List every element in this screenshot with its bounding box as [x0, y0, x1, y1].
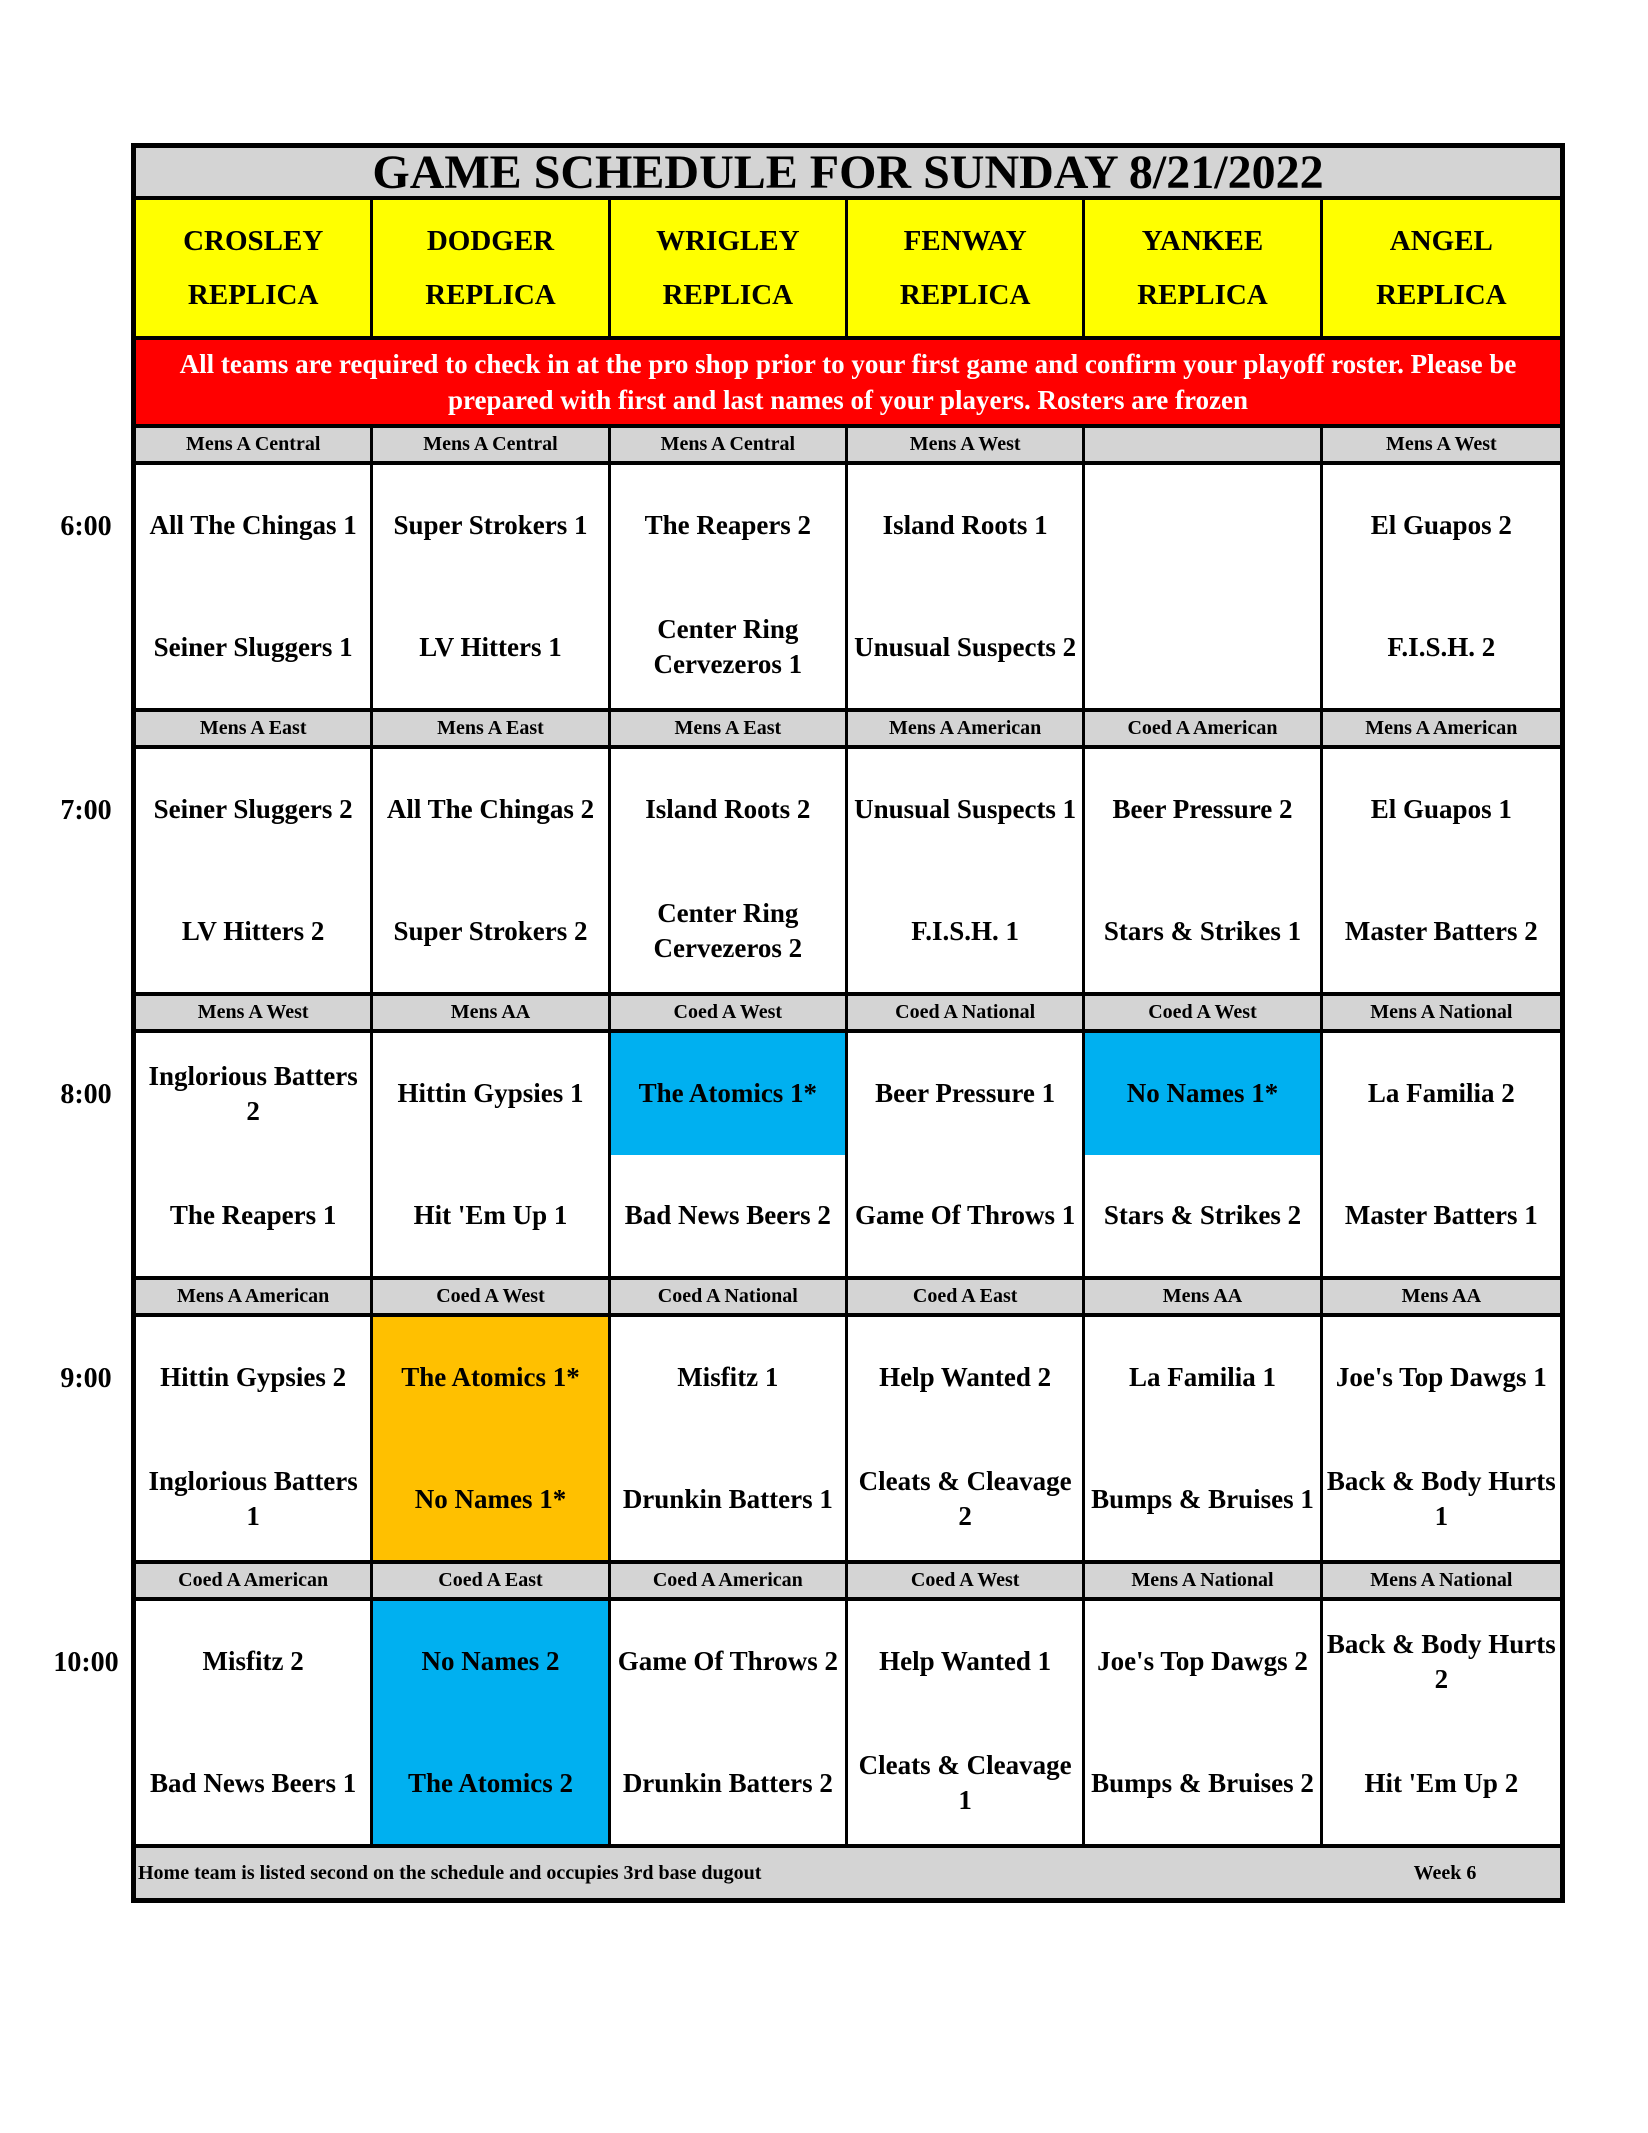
- home-team: Super Strokers 2: [393, 915, 588, 946]
- field-header: [1323, 200, 1560, 340]
- game-cell: [1085, 1601, 1322, 1848]
- home-team: Stars & Strikes 1: [1103, 915, 1302, 946]
- division-label: Mens A American: [1323, 712, 1560, 749]
- away-team: Joe's Top Dawgs 2: [1097, 1646, 1308, 1677]
- field-type: REPLICA: [1137, 279, 1268, 311]
- field-header: [1085, 200, 1322, 340]
- away-team: El Guapos 1: [1370, 794, 1512, 825]
- game-cell: [848, 1317, 1085, 1564]
- home-team: Bad News Beers 1: [150, 1767, 357, 1798]
- game-cell: [136, 1601, 373, 1848]
- away-team: Island Roots 2: [645, 794, 811, 825]
- division-label: Coed A East: [848, 1280, 1085, 1317]
- away-team: Hittin Gypsies 2: [160, 1362, 347, 1393]
- away-team: The Atomics 1*: [373, 1317, 607, 1439]
- game-cell: [611, 1033, 848, 1280]
- home-team: Master Batters 1: [1344, 1199, 1538, 1230]
- field-type: REPLICA: [662, 279, 794, 311]
- division-label: Coed A National: [611, 1280, 848, 1317]
- away-team: The Reapers 2: [644, 510, 812, 541]
- field-type: REPLICA: [187, 279, 319, 311]
- division-label: Mens AA: [1323, 1280, 1560, 1317]
- division-label: Coed A American: [611, 1564, 848, 1601]
- schedule-title: GAME SCHEDULE FOR SUNDAY 8/21/2022: [136, 148, 1560, 200]
- field-type: REPLICA: [425, 279, 556, 311]
- game-cell: [848, 749, 1085, 996]
- schedule-footer: [136, 1848, 1560, 1898]
- away-team: No Names 2: [373, 1601, 607, 1723]
- division-label: Mens A National: [1323, 996, 1560, 1033]
- division-label: Mens A East: [611, 712, 848, 749]
- away-team: Help Wanted 1: [879, 1646, 1052, 1677]
- away-team: All The Chingas 1: [149, 510, 357, 541]
- away-team: Help Wanted 2: [879, 1362, 1052, 1393]
- game-cell: [848, 465, 1085, 712]
- division-label: Mens A East: [373, 712, 610, 749]
- division-label: Coed A American: [1085, 712, 1322, 749]
- game-cell: [848, 1033, 1085, 1280]
- away-team: Unusual Suspects 1: [854, 794, 1077, 825]
- home-team: No Names 1*: [373, 1439, 607, 1561]
- division-label: Mens A West: [848, 428, 1085, 465]
- game-cell: [1085, 1033, 1322, 1280]
- field-name: YANKEE: [1141, 225, 1264, 257]
- division-label: [1085, 428, 1322, 465]
- away-team: Back & Body Hurts 2: [1326, 1628, 1556, 1694]
- away-team: Game Of Throws 2: [617, 1646, 838, 1677]
- game-cell: [1323, 1601, 1560, 1848]
- time-label: 9:00: [60, 1363, 112, 1394]
- game-cell: [1323, 749, 1560, 996]
- game-cell: [136, 1033, 373, 1280]
- home-team: Stars & Strikes 2: [1103, 1199, 1302, 1230]
- away-team: El Guapos 2: [1370, 510, 1512, 541]
- game-cell: [136, 1317, 373, 1564]
- schedule-table: [131, 143, 1565, 1903]
- division-label: Mens AA: [1085, 1280, 1322, 1317]
- field-name: DODGER: [426, 225, 555, 257]
- home-team: Drunkin Batters 1: [622, 1483, 833, 1514]
- division-label: Coed A West: [1085, 996, 1322, 1033]
- game-cell: [848, 1601, 1085, 1848]
- away-team: All The Chingas 2: [386, 794, 595, 825]
- game-cell: [373, 1317, 610, 1564]
- game-cell: [1085, 749, 1322, 996]
- game-cell: [611, 749, 848, 996]
- away-team: Misfitz 1: [677, 1362, 779, 1393]
- field-name: WRIGLEY: [656, 225, 800, 257]
- field-type: REPLICA: [1376, 279, 1507, 311]
- home-team: Cleats & Cleavage 1: [858, 1750, 1072, 1816]
- field-header: [848, 200, 1085, 340]
- home-team: F.I.S.H. 2: [1387, 631, 1496, 662]
- game-cell: [1323, 1317, 1560, 1564]
- home-team: Hit 'Em Up 2: [1364, 1767, 1519, 1798]
- division-label: Mens A East: [136, 712, 373, 749]
- division-label: Coed A West: [611, 996, 848, 1033]
- away-team: La Familia 1: [1128, 1362, 1276, 1393]
- home-team: Center Ring Cervezeros 2: [653, 898, 803, 964]
- home-team: Cleats & Cleavage 2: [858, 1466, 1072, 1532]
- week-label: Week 6: [1413, 1861, 1477, 1884]
- division-label: Mens A National: [1085, 1564, 1322, 1601]
- away-team: Beer Pressure 2: [1112, 794, 1293, 825]
- home-team: [1085, 587, 1319, 709]
- field-name: FENWAY: [903, 225, 1027, 257]
- home-team: The Atomics 2: [373, 1723, 607, 1845]
- away-team: Misfitz 2: [202, 1646, 304, 1677]
- time-label: 8:00: [60, 1079, 112, 1110]
- home-team: Master Batters 2: [1344, 915, 1538, 946]
- division-label: Coed A West: [848, 1564, 1085, 1601]
- away-team: La Familia 2: [1367, 1078, 1515, 1109]
- away-team: Beer Pressure 1: [875, 1078, 1056, 1109]
- away-team: Super Strokers 1: [393, 510, 588, 541]
- home-team: F.I.S.H. 1: [911, 915, 1020, 946]
- home-team: Drunkin Batters 2: [622, 1767, 833, 1798]
- away-team: Island Roots 1: [882, 510, 1048, 541]
- division-label: Mens A American: [136, 1280, 373, 1317]
- time-label: 7:00: [60, 795, 112, 826]
- field-name: ANGEL: [1389, 225, 1493, 257]
- game-cell: [373, 1033, 610, 1280]
- division-label: Mens A West: [136, 996, 373, 1033]
- home-team: Seiner Sluggers 1: [153, 631, 353, 662]
- game-cell: [373, 1601, 610, 1848]
- division-label: Coed A American: [136, 1564, 373, 1601]
- game-cell: [611, 1317, 848, 1564]
- home-team: Game Of Throws 1: [855, 1199, 1076, 1230]
- home-team: Bumps & Bruises 1: [1091, 1483, 1314, 1514]
- game-cell: [373, 465, 610, 712]
- home-team: Inglorious Batters 1: [148, 1466, 358, 1532]
- division-label: Mens A West: [1323, 428, 1560, 465]
- division-label: Mens A National: [1323, 1564, 1560, 1601]
- division-label: Mens A Central: [136, 428, 373, 465]
- away-team: Inglorious Batters 2: [148, 1060, 358, 1126]
- home-team: LV Hitters 2: [181, 915, 325, 946]
- away-team: No Names 1*: [1085, 1033, 1319, 1155]
- game-cell: [611, 465, 848, 712]
- home-team: Bumps & Bruises 2: [1091, 1767, 1314, 1798]
- division-label: Mens A Central: [611, 428, 848, 465]
- away-team: Seiner Sluggers 2: [153, 794, 353, 825]
- division-label: Mens A Central: [373, 428, 610, 465]
- game-cell: [136, 465, 373, 712]
- away-team: The Atomics 1*: [611, 1033, 845, 1155]
- time-label: 6:00: [60, 511, 112, 542]
- game-cell: [1323, 1033, 1560, 1280]
- game-cell: [1085, 1317, 1322, 1564]
- division-label: Coed A West: [373, 1280, 610, 1317]
- time-label: 10:00: [53, 1647, 119, 1678]
- home-team: LV Hitters 1: [419, 631, 562, 662]
- field-header: [611, 200, 848, 340]
- home-team: Bad News Beers 2: [624, 1199, 831, 1230]
- home-team-note: Home team is listed second on the schedule and occupies 3rd base dugout: [138, 1861, 762, 1884]
- home-team: Hit 'Em Up 1: [413, 1199, 568, 1230]
- home-team: Back & Body Hurts 1: [1326, 1466, 1556, 1532]
- division-label: Coed A National: [848, 996, 1085, 1033]
- game-cell: [373, 749, 610, 996]
- field-header: [136, 200, 373, 340]
- game-cell: [136, 749, 373, 996]
- division-label: Mens A American: [848, 712, 1085, 749]
- game-cell: [611, 1601, 848, 1848]
- home-team: Unusual Suspects 2: [854, 631, 1077, 662]
- division-label: Mens AA: [373, 996, 610, 1033]
- division-label: Coed A East: [373, 1564, 610, 1601]
- game-cell: [1085, 465, 1322, 712]
- away-team: Joe's Top Dawgs 1: [1335, 1362, 1547, 1393]
- field-header: [373, 200, 610, 340]
- field-type: REPLICA: [899, 279, 1031, 311]
- away-team: Hittin Gypsies 1: [397, 1078, 584, 1109]
- game-cell: [1323, 465, 1560, 712]
- check-in-notice: All teams are required to check in at the pro shop prior to your first game and confirm your playoff roster. Please be prepared with first and last names of your players. Rosters are frozen: [136, 340, 1560, 428]
- away-team: [1085, 465, 1319, 587]
- home-team: Center Ring Cervezeros 1: [653, 614, 803, 680]
- home-team: The Reapers 1: [169, 1199, 337, 1230]
- field-name: CROSLEY: [183, 225, 324, 257]
